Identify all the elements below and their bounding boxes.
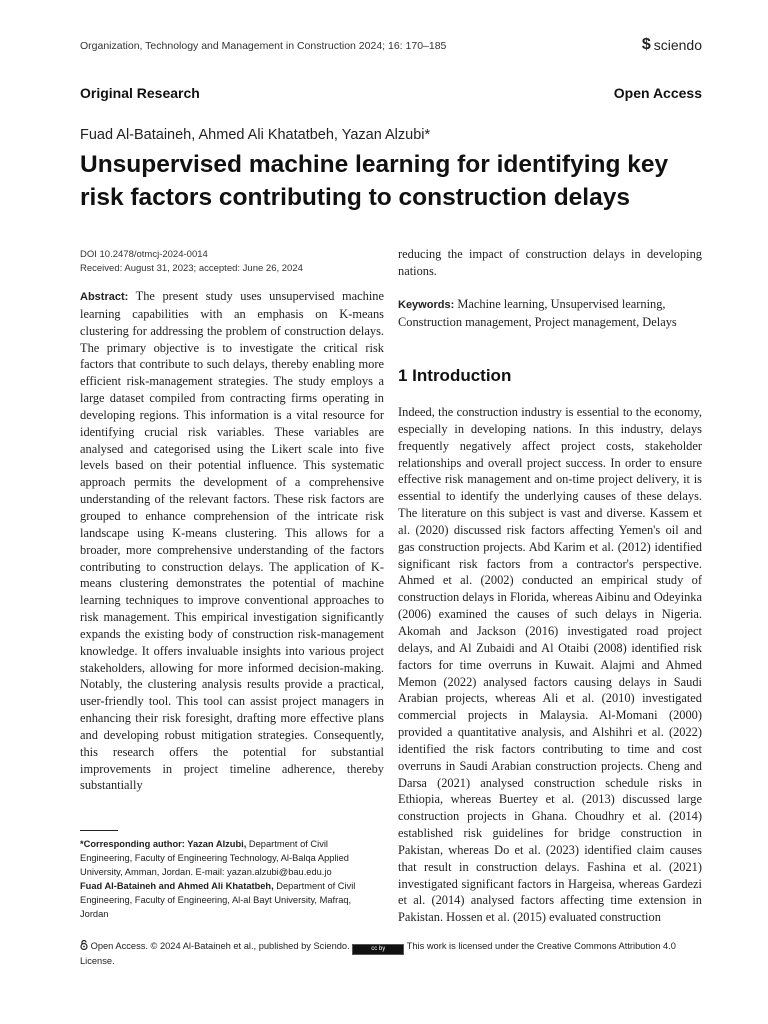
publisher-name: sciendo	[653, 37, 702, 53]
corresponding-author-affiliation: Department of Civil Engineering, Faculty of Engineering Technology, Al-Balqa Applied University, Amman, Jordan. E-mail: yazan.alzubi@bau.edu.jo	[80, 839, 349, 877]
license-notice	[80, 940, 702, 968]
keywords	[398, 296, 702, 331]
received-dates: Received: August 31, 2023; accepted: June 26, 2024	[80, 263, 303, 274]
corresponding-author-label: *Corresponding author: Yazan Alzubi,	[80, 839, 247, 849]
license-text-part2: This work is licensed under the Creative Commons Attribution 4.0 License.	[80, 941, 676, 966]
journal-reference: Organization, Technology and Management in Construction 2024; 16: 170–185	[80, 40, 447, 52]
license-text-part1: Open Access. © 2024 Al-Bataineh et al., published by Sciendo.	[90, 941, 350, 951]
publisher-logo[interactable]	[642, 36, 702, 54]
section-heading-introduction: 1 Introduction	[398, 366, 512, 385]
other-authors-affiliation: Department of Civil Engineering, Faculty of Engineering, Al-al Bayt University, Mafraq, Jordan	[80, 881, 356, 919]
author-footnote	[80, 837, 380, 921]
introduction-text: Indeed, the construction industry is essential to the economy, especially in developing nations. In this industry, delays frequently negatively affect project costs, stakeholder relationships and overall project success. In order to ensure effective risk management and on-time project delivery, it is essential to identify the underlying causes of these delays. The literature on this subject is vast and diverse. Kassem et al. (2020) discussed risk factors affecting Yemen's oil and gas construction projects. Abd Karim et al. (2012) identified significant risk factors from a contractor's perspective. Ahmed et al. (2002) conducted an empirical study of construction delays in Florida, whereas Aibinu and Odeyinka (2006) examined the causes of such delays in Nigeria. Akomah and Jackson (2016) investigated road project delays, and Al Zubaidi and Al Otaibi (2008) identified risk factors for time overruns in Kuwait. Alajmi and Ahmed Memon (2022) analysed factors causing delays in Saudi Arabian projects, whereas Ali et al. (2010) investigated commercial projects in Malaysia. Al-Momani (2000) provided a quantitative analysis, and Alshihri et al. (2022) identified the risk factors contributing to time and cost overruns in Saudi Arabian construction projects. Cheng and Darsa (2021) analysed construction schedule risks in Ethiopia, whereas Buertey et al. (2013) discussed large construction projects in Ghana. Choudhry et al. (2014) established risk guidelines for bridge construction in Pakistan, whereas Do et al. (2023) identified claim causes that result in construction delays. Fashina et al. (2021) investigated significant factors in Hargeisa, whereas Gardezi et al. (2014) analysed factors affecting time extension in Pakistan. Hossen et al. (2015) evaluated construction	[398, 405, 702, 925]
footnote-divider	[80, 830, 118, 831]
cc-by-badge-icon[interactable]: cc by	[352, 944, 404, 955]
introduction-body	[398, 404, 702, 926]
author-list: Fuad Al-Bataineh, Ahmed Ali Khatatbeh, Yazan Alzubi*	[80, 127, 431, 143]
access-label: Open Access	[613, 85, 702, 101]
doi[interactable]: DOI 10.2478/otmcj-2024-0014	[80, 249, 208, 260]
article-type: Original Research	[80, 85, 200, 101]
abstract	[80, 288, 384, 794]
article-title: Unsupervised machine learning for identifying key risk factors contributing to construction delays	[80, 151, 669, 211]
sciendo-logo-icon: $	[641, 36, 651, 53]
abstract-continuation	[398, 246, 702, 280]
article-meta	[80, 248, 303, 276]
abstract-label: Abstract:	[80, 291, 129, 303]
other-authors-label: Fuad Al-Bataineh and Ahmed Ali Khatatbeh,	[80, 881, 274, 891]
abstract-text: The present study uses unsupervised machine learning capabilities with an emphasis on K-means clustering for addressing the problem of construction delays. The primary objective is to investigate the critical risk factors that contribute to such delays, thereby enabling more efficient risk-management strategies. The study employs a large dataset compiled from contracting firms operating in developing regions. This information is a vital resource for identifying crucial risk variables. These variables are analysed and categorised using the Likert scale into five levels based on their potential influence. This systematic approach permits the development of a comprehensive understanding of the relevant factors. These risk factors are grouped to enhance comprehension of the intricate risk landscape using K-means clustering. This allows for a broader, more comprehensive understanding of the factors contributing to construction delays. The application of K-means clustering demonstrates the potential of machine learning techniques to improve conventional approaches to risk management. This empirical investigation significantly expands the existing body of construction risk-management knowledge. It offers invaluable insights into various project stakeholders, allowing for more informed decision-making. Notably, the clustering analysis results provide a practical, user-friendly tool. This tool can assist project managers in enhancing their risk foresight, drafting more effective plans and developing robust mitigation strategies. Consequently, this research offers the potential for substantial improvements in project timeline adherence, thereby substantially	[80, 289, 385, 793]
keywords-text: Machine learning, Unsupervised learning, Construction management, Project management, Delays	[398, 297, 677, 329]
keywords-label: Keywords:	[398, 299, 455, 311]
abstract-continuation-text: reducing the impact of construction delays in developing nations.	[398, 247, 702, 278]
open-access-lock-icon	[80, 940, 88, 949]
